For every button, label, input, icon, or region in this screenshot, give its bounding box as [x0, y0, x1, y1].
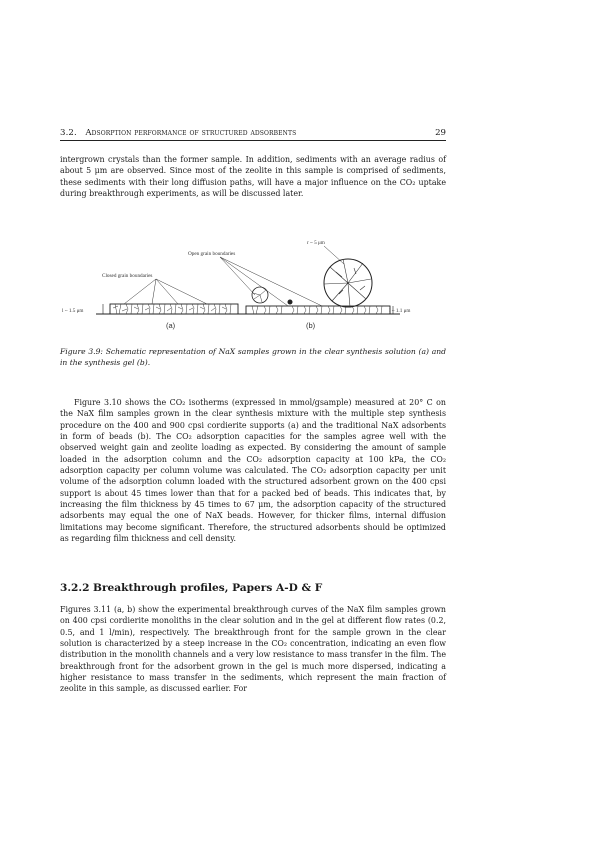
large-sediment [324, 259, 372, 307]
tiny-particle [288, 300, 293, 305]
running-head-section-title: Adsorption performance of structured adsorbents [85, 128, 297, 138]
label-radius: r ~ 5 μm [307, 240, 325, 246]
running-head-section [60, 126, 296, 140]
schematic-diagram [60, 232, 446, 342]
body-paragraph [60, 397, 446, 544]
page-number: 29 [435, 128, 446, 138]
figure-caption: Figure 3.9: Schematic representation of NaX samples grown in the clear synthesis solution (a) and in the synthesis gel (b). [60, 347, 446, 367]
label-thickness-b: l ~ 1.1 μm [389, 308, 411, 314]
breakthrough-paragraph: Figures 3.11 (a, b) show the experimental breakthrough curves of the NaX film samples grown on 400 cpsi cordierite monoliths in the clear solution and in the gel at different flow rates (0.2, 0.5, and 1 l/min), respectively. The breakthrough front for the sample grown in the clear solution is characterized by a steep increase in the CO₂ concentration, indicating an even flow distribution in the monolith channels and a very low resistance to mass transfer in the film. The breakthrough front for the adsorbent grown in the gel is much more dispersed, indicating a higher resistance to mass transfer in the sediments, which represent the main fraction of zeolite in this sample, as discussed earlier. For [60, 605, 446, 694]
small-sediment [252, 287, 268, 303]
running-head-section-number: 3.2. [60, 128, 77, 138]
label-thickness-a: l ~ 1.5 μm [62, 308, 84, 314]
panel-label-a: (a) [166, 321, 176, 330]
label-open-boundaries: Open grain boundaries [188, 251, 236, 257]
body-paragraph-text: Figure 3.10 shows the CO₂ isotherms (expressed in mmol/gsample) measured at 20° C on the NaX film samples grown in the clear synthesis mixture with the multiple step synthesis procedure on the 400 and 900 cpsi cordierite supports (a) and the traditional NaX adsorbents in form of beads (b). The CO₂ adsorption capacities for the samples agree well with the observed weight gain and zeolite loading as expected. By considering the amount of sample loaded in the adsorption column and the CO₂ adsorption capacity at 100 kPa, the CO₂ adsorption capacity per column volume was calculated. The CO₂ adsorption capacity per unit volume of the adsorption column loaded with the structured adsorbent grown on the 400 cpsi support is about 45 times lower than that for a packed bed of beads. This indicates that, by increasing the film thickness by 45 times to 67 μm, the adsorption capacity of the structured adsorbents may equal the one of NaX beads. However, for thicker films, internal diffusion limitations may become significant. Therefore, the structured adsorbents should be optimized as regarding film thickness and cell density. [60, 398, 446, 544]
film-a [110, 304, 238, 314]
figure-3-9 [60, 232, 446, 342]
subsection-title: Breakthrough profiles, Papers A-D & F [93, 582, 323, 594]
subsection-heading [60, 581, 446, 595]
running-head [60, 126, 446, 141]
panel-label-b: (b) [306, 321, 316, 330]
film-b-grains [252, 306, 382, 314]
subsection-number: 3.2.2 [60, 582, 90, 594]
label-closed-boundaries: Closed grain boundaries [102, 273, 153, 279]
film-a-grains [113, 304, 231, 314]
intro-paragraph: intergrown crystals than the former sample. In addition, sediments with an average radius of about 5 μm are observed. Since most of the zeolite in this sample is comprised of sediments, these sediments with their long diffusion paths, will have a major influence on the CO₂ uptake during breakthrough experiments, as will be discussed later. [60, 155, 446, 199]
